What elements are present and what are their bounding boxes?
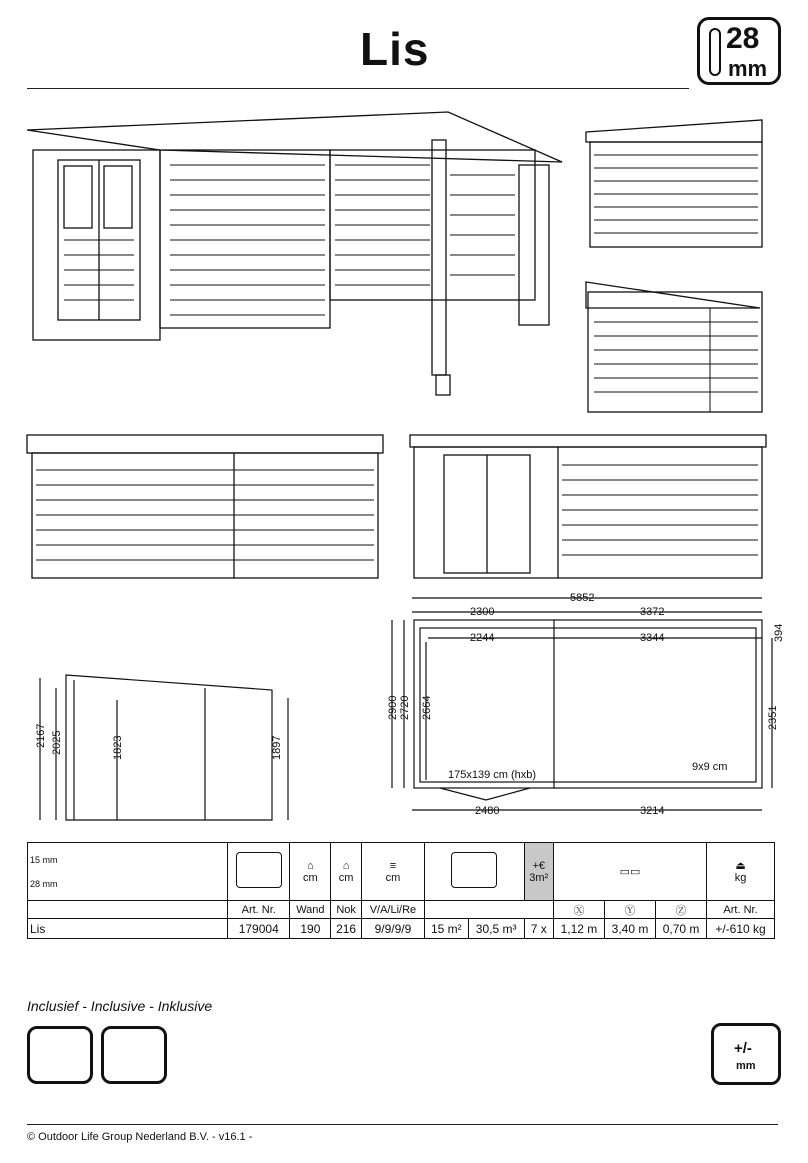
header-art-nr-2: Art. Nr.	[707, 901, 775, 919]
row-nok: 216	[331, 919, 362, 939]
cell-wand-icon	[290, 843, 331, 901]
window-glass-icon	[101, 1026, 167, 1084]
floor-area-icon	[451, 852, 497, 888]
shed-cross-icon	[236, 852, 282, 888]
elevation-drawings	[0, 430, 808, 570]
weight-icon: ⏏	[735, 860, 746, 872]
tolerance-unit: mm	[736, 1060, 756, 1072]
row-art-nr: 179004	[228, 919, 290, 939]
row-packs: 7 x	[524, 919, 553, 939]
cell-weight-icon	[707, 843, 775, 901]
kg-label: kg	[734, 872, 747, 884]
dim-depth-total: 2900	[387, 695, 399, 720]
cell-truck-icon	[553, 843, 706, 901]
header-x: Ⓧ	[553, 901, 604, 919]
dim-2167: 2167	[35, 723, 47, 748]
dim-bottom-right: 3214	[640, 805, 665, 817]
blank-header	[28, 901, 228, 919]
page-title: Lis	[360, 23, 430, 75]
header-vali: V/A/Li/Re	[361, 901, 424, 919]
floor-plan-drawing	[380, 590, 790, 820]
footer-divider	[27, 1124, 778, 1125]
dim-right-outer: 3372	[640, 606, 665, 618]
row-wand: 190	[290, 919, 331, 939]
cell-area-icon	[424, 843, 524, 901]
row-weight: +/-610 kg	[707, 919, 775, 939]
blank-header-2	[424, 901, 553, 919]
dim-right-depth: 2351	[767, 705, 779, 730]
dim-2025: 2025	[51, 730, 63, 755]
euro-label: +€	[532, 859, 546, 872]
inclusive-label: Inclusief - Inclusive - Inklusive	[27, 998, 213, 1014]
row-volume: 30,5 m³	[468, 919, 524, 939]
row-y: 3,40 m	[604, 919, 655, 939]
row-area: 15 m²	[424, 919, 468, 939]
truck-icon: ▭▭	[619, 866, 641, 878]
legend-28: 28 mm	[30, 878, 58, 889]
overhang-icon: ≡	[389, 859, 397, 872]
badge-number: 28	[726, 22, 760, 55]
tolerance-icon	[711, 1023, 781, 1085]
wand-unit: cm	[303, 871, 318, 884]
roofing-icon	[27, 1026, 93, 1084]
legend-cell	[28, 843, 228, 901]
spec-table	[27, 842, 775, 939]
ridge-height-icon: ⌂	[342, 859, 350, 872]
header-y: Ⓨ	[604, 901, 655, 919]
footer-copyright: © Outdoor Life Group Nederland B.V. - v16.1 -	[27, 1131, 253, 1143]
dim-bottom-left: 2480	[475, 805, 500, 817]
cell-art-icon	[228, 843, 290, 901]
cell-nok-icon	[331, 843, 362, 901]
tolerance-sign: +/-	[734, 1040, 752, 1057]
cell-overhang-icon	[361, 843, 424, 901]
header-z: Ⓩ	[656, 901, 707, 919]
dim-left-inner: 2244	[470, 632, 495, 644]
header-art-nr: Art. Nr.	[228, 901, 290, 919]
post-label: 9x9 cm	[692, 761, 728, 773]
row-vali: 9/9/9/9	[361, 919, 424, 939]
perspective-drawing	[0, 0, 808, 420]
overhang-unit: cm	[385, 871, 401, 884]
dim-total-width: 5852	[570, 592, 595, 604]
row-z: 0,70 m	[656, 919, 707, 939]
dim-right-inner: 3344	[640, 632, 665, 644]
row-x: 1,12 m	[553, 919, 604, 939]
dim-overhang: 394	[773, 623, 785, 642]
wall-height-icon: ⌂	[307, 859, 314, 872]
badge-unit: mm	[728, 56, 768, 81]
side-section-drawing	[0, 660, 300, 830]
dim-1823: 1823	[112, 735, 124, 760]
dim-depth-outer: 2720	[399, 695, 411, 720]
row-name: Lis	[28, 919, 228, 939]
dim-depth-inner: 2664	[421, 695, 433, 720]
nok-unit: cm	[338, 871, 354, 884]
header-wand: Wand	[290, 901, 331, 919]
area-label: 3m²	[529, 871, 549, 884]
cell-euro-icon	[524, 843, 553, 901]
dim-1897: 1897	[271, 735, 283, 760]
dim-left-outer: 2300	[470, 606, 495, 618]
header-nok: Nok	[331, 901, 362, 919]
door-label: 175x139 cm (hxb)	[448, 769, 537, 781]
legend-15: 15 mm	[30, 854, 58, 865]
